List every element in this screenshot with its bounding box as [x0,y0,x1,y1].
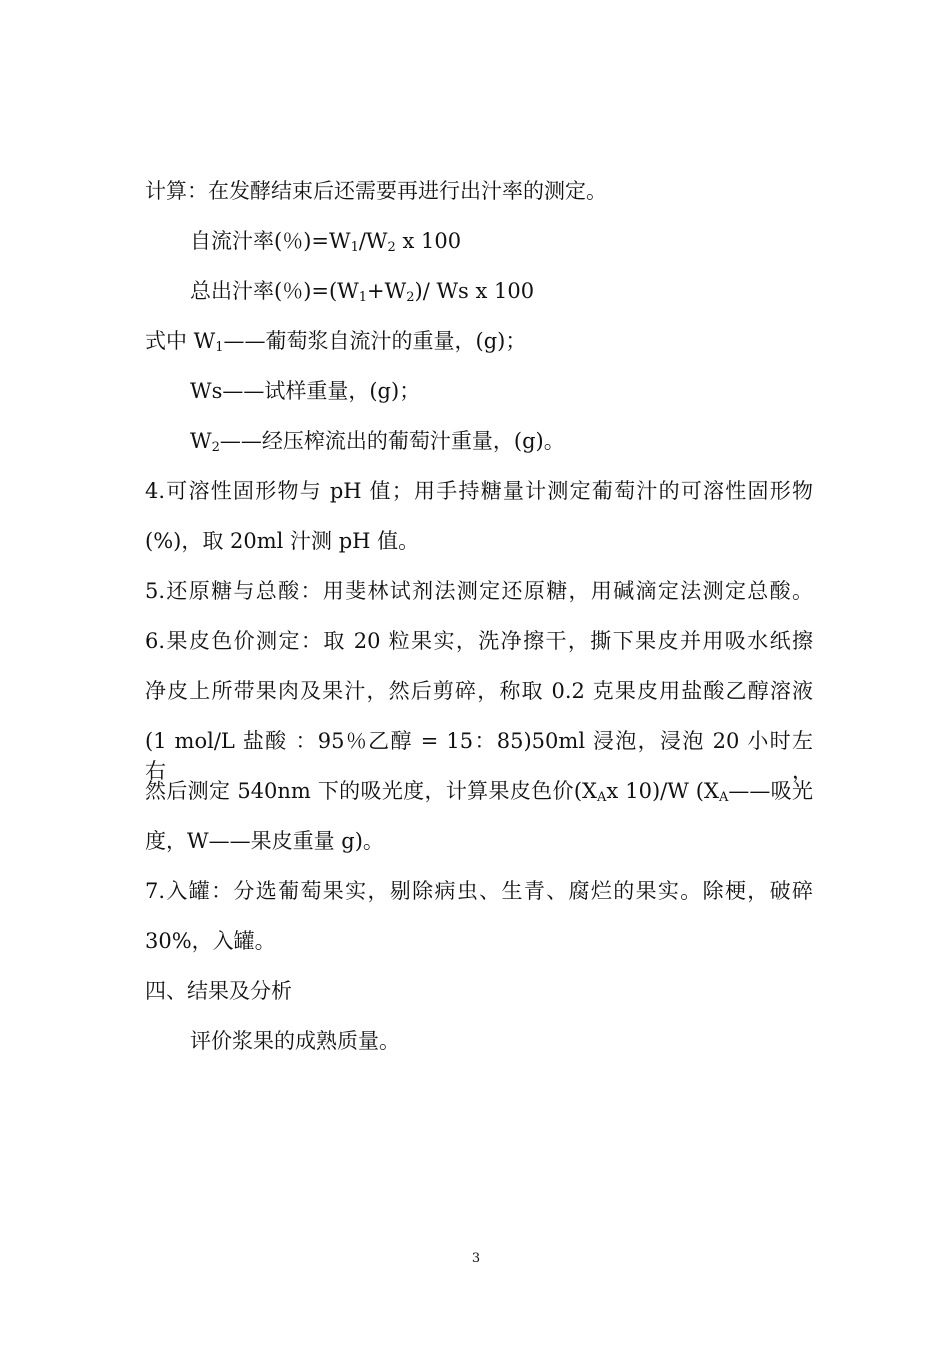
results-text: 评价浆果的成熟质量。 [190,1029,400,1053]
free-run-juice-formula: 自流汁率(％)$=W_1/W_2$ x 100 [190,229,462,255]
definition-ws: Ws——试样重量，(g)； [190,379,421,403]
step-5-line: 5.还原糖与总酸：用斐林试剂法测定还原糖，用碱滴定法测定总酸。 [145,579,813,603]
calc-intro-line: 计算：在发酵结束后还需要再进行出汁率的测定。 [145,179,607,203]
step-7-line-1: 7.入罐：分选葡萄果实，剔除病虫、生青、腐烂的果实。除梗，破碎 [145,879,813,903]
step-4-line-2: (%)，取 20ml 汁测 pH 值。 [145,529,420,553]
step-6-line-5: 度，W——果皮重量 g)。 [145,829,384,853]
definition-w2: $W_2——$经压榨流出的葡萄汁重量，(g)。 [190,429,565,455]
step-7-line-2: 30%，入罐。 [145,929,276,953]
step-4-line-1: 4.可溶性固形物与 pH 值；用手持糖量计测定葡萄汁的可溶性固形物 [145,479,813,503]
step-6-line-1: 6.果皮色价测定：取 20 粒果实，洗净擦干，撕下果皮并用吸水纸擦 [145,629,813,653]
step-6-line-4: 然后测定 540nm 下的吸光度，计算果皮色价($X_Ax$ 10)/W ($X_A——$吸光 [145,779,814,805]
step-6-line-3: (1 mol/L 盐酸 ：95％乙醇 = 15：85)50ml 浸泡，浸泡 20 小时左右， [145,729,813,783]
step-6-line-2: 净皮上所带果肉及果汁，然后剪碎，称取 0.2 克果皮用盐酸乙醇溶液 [145,679,813,703]
definition-w1: 式中 $W_1——$葡萄浆自流汁的重量，(g)； [145,329,527,355]
section-heading-results: 四、结果及分析 [145,979,292,1003]
page-number: 3 [471,1251,481,1266]
total-juice-formula: 总出汁率(％)$=(W_1+W_2)/$ Ws x 100 [190,279,535,305]
